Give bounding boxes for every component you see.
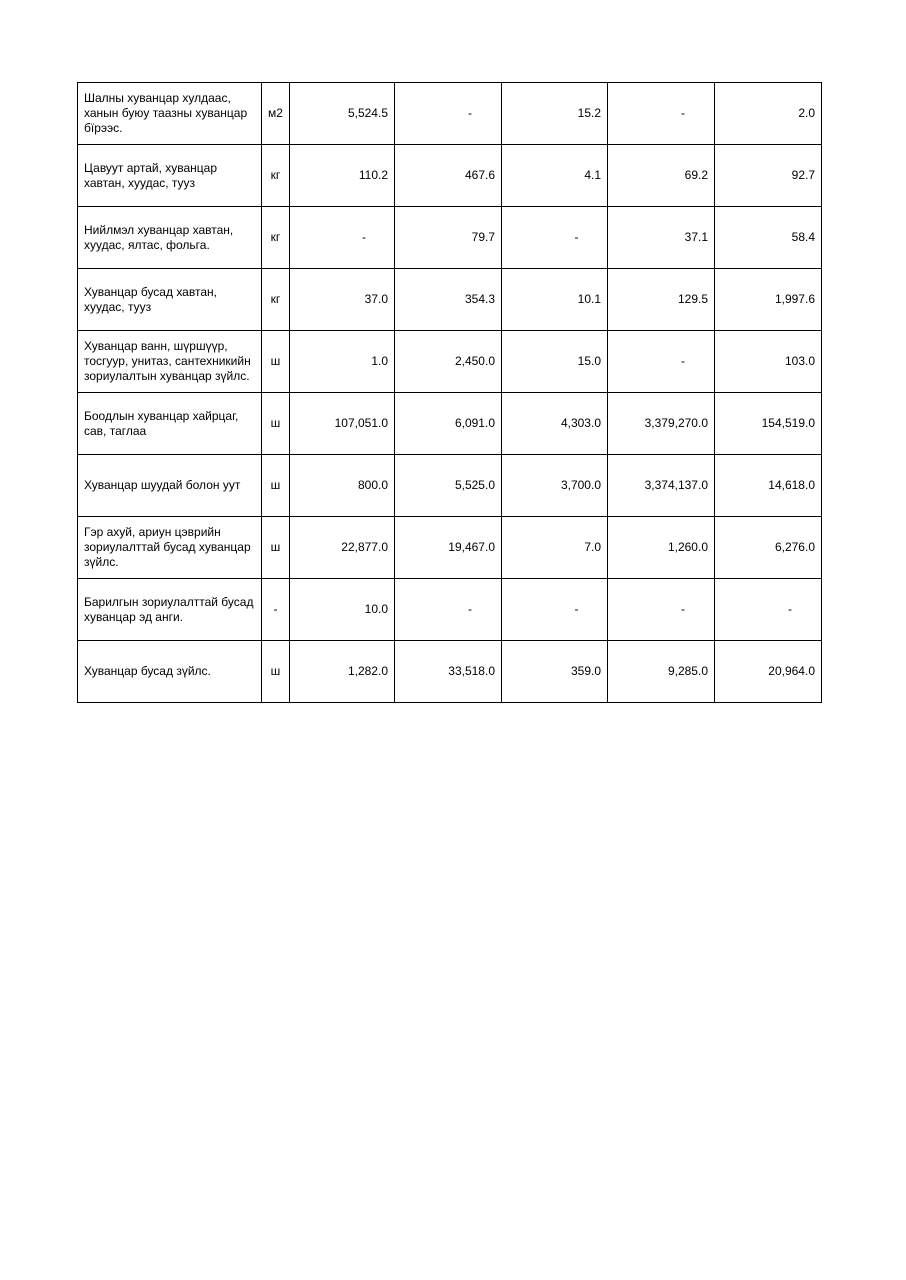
value-cell: 14,618.0 (715, 455, 822, 517)
value-cell: - (395, 83, 502, 145)
unit-cell: кг (262, 145, 290, 207)
value-cell: 37.0 (290, 269, 395, 331)
table-row (78, 641, 822, 703)
product-name-cell: Хуванцар шуудай болон уут (78, 455, 262, 517)
value-cell: - (502, 579, 608, 641)
value-cell: 3,700.0 (502, 455, 608, 517)
value-cell: 19,467.0 (395, 517, 502, 579)
value-cell: 3,374,137.0 (608, 455, 715, 517)
table-body (78, 83, 822, 703)
unit-cell: кг (262, 269, 290, 331)
product-name-cell: Цавуут артай, хуванцар хавтан, хуудас, тууз (78, 145, 262, 207)
table-row (78, 517, 822, 579)
unit-cell: ш (262, 641, 290, 703)
value-cell: 92.7 (715, 145, 822, 207)
value-cell: 800.0 (290, 455, 395, 517)
value-cell: 6,091.0 (395, 393, 502, 455)
value-cell: 10.0 (290, 579, 395, 641)
table-row (78, 393, 822, 455)
table-row (78, 207, 822, 269)
value-cell: 37.1 (608, 207, 715, 269)
unit-cell: ш (262, 517, 290, 579)
value-cell: 1.0 (290, 331, 395, 393)
value-cell: - (290, 207, 395, 269)
value-cell: 354.3 (395, 269, 502, 331)
value-cell: 110.2 (290, 145, 395, 207)
product-name-cell: Гэр ахуй, ариун цэврийн зориулалттай бусад хуванцар зүйлс. (78, 517, 262, 579)
value-cell: 79.7 (395, 207, 502, 269)
unit-cell: ш (262, 455, 290, 517)
unit-cell: кг (262, 207, 290, 269)
value-cell: 359.0 (502, 641, 608, 703)
unit-cell: ш (262, 393, 290, 455)
value-cell: - (608, 579, 715, 641)
value-cell: 467.6 (395, 145, 502, 207)
value-cell: - (608, 331, 715, 393)
value-cell: 7.0 (502, 517, 608, 579)
value-cell: 6,276.0 (715, 517, 822, 579)
unit-cell: ш (262, 331, 290, 393)
value-cell: 15.0 (502, 331, 608, 393)
product-name-cell: Боодлын хуванцар хайрцаг, сав, таглаа (78, 393, 262, 455)
value-cell: 154,519.0 (715, 393, 822, 455)
value-cell: - (502, 207, 608, 269)
value-cell: 3,379,270.0 (608, 393, 715, 455)
value-cell: 33,518.0 (395, 641, 502, 703)
value-cell: 69.2 (608, 145, 715, 207)
product-name-cell: Хуванцар бусад хавтан, хуудас, тууз (78, 269, 262, 331)
value-cell: - (715, 579, 822, 641)
value-cell: 15.2 (502, 83, 608, 145)
product-name-cell: Хуванцар бусад зүйлс. (78, 641, 262, 703)
value-cell: 9,285.0 (608, 641, 715, 703)
value-cell: 4,303.0 (502, 393, 608, 455)
data-table (77, 82, 822, 703)
value-cell: 22,877.0 (290, 517, 395, 579)
table-row (78, 269, 822, 331)
value-cell: 1,260.0 (608, 517, 715, 579)
value-cell: - (395, 579, 502, 641)
value-cell: 20,964.0 (715, 641, 822, 703)
product-name-cell: Барилгын зориулалттай бусад хуванцар эд анги. (78, 579, 262, 641)
value-cell: 4.1 (502, 145, 608, 207)
unit-cell: - (262, 579, 290, 641)
product-name-cell: Хуванцар ванн, шүршүүр, тосгуур, унитаз, сантехникийн зориулалтын хуванцар зүйлс. (78, 331, 262, 393)
value-cell: - (608, 83, 715, 145)
value-cell: 10.1 (502, 269, 608, 331)
value-cell: 107,051.0 (290, 393, 395, 455)
table-row (78, 331, 822, 393)
table-row (78, 455, 822, 517)
value-cell: 129.5 (608, 269, 715, 331)
table-row (78, 83, 822, 145)
product-name-cell: Нийлмэл хуванцар хавтан, хуудас, ялтас, фольга. (78, 207, 262, 269)
product-name-cell: Шалны хуванцар хулдаас, ханын буюу таазны хуванцар бїрээс. (78, 83, 262, 145)
value-cell: 103.0 (715, 331, 822, 393)
value-cell: 2,450.0 (395, 331, 502, 393)
value-cell: 5,525.0 (395, 455, 502, 517)
value-cell: 2.0 (715, 83, 822, 145)
table-row (78, 145, 822, 207)
table-row (78, 579, 822, 641)
unit-cell: м2 (262, 83, 290, 145)
value-cell: 1,997.6 (715, 269, 822, 331)
value-cell: 1,282.0 (290, 641, 395, 703)
value-cell: 5,524.5 (290, 83, 395, 145)
value-cell: 58.4 (715, 207, 822, 269)
